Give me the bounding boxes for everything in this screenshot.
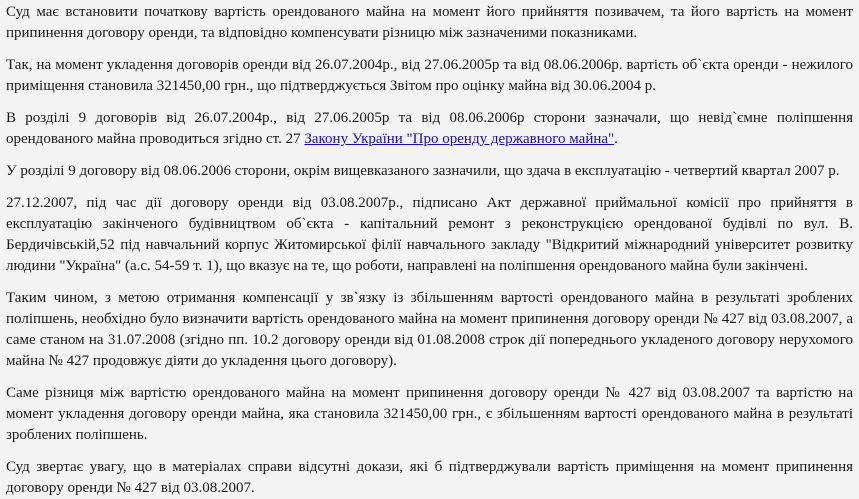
law-link[interactable]: Закону України "Про оренду державного майна" — [304, 131, 615, 147]
paragraph-7: Саме різниця між вартістю орендованого майна на момент припинення договору оренди № 427 від 03.08.2007 та вартістю на момент укладення договору оренди майна, яка становила 321450,00 грн., є збільшенням вартості орендованого майна в результаті зроблених поліпшень. — [6, 385, 853, 443]
paragraph-5: 27.12.2007, під час дії договору оренди від 03.08.2007р., підписано Акт державної приймальної комісії про прийняття в експлуатацію закінченого будівництвом об`єкта - капітальний ремонт з реконструкцією орендованої будівлі по вул. В. Бердичівській,52 під навчальний корпус Житомирської філії навчального закладу "Відкритий міжнародний університет розвитку людини "Україна" (а.с. 54-59 т. 1), що вказує на те, що роботи, направлені на поліпшення орендованого майна були закінчені. — [6, 195, 853, 274]
paragraph-2: Так, на момент укладення договорів оренди від 26.07.2004р., від 27.06.2005р та від 08.06.2006р. вартість об`єкта оренди - нежилого приміщення становила 321450,00 грн., що підтверджується Звітом про оцінку майна від 30.06.2004 р. — [6, 57, 853, 94]
paragraph-3-text: В розділі 9 договорів від 26.07.2004р., від 27.06.2005р та від 08.06.2006р сторони зазначали, що невід`ємне поліпшення орендованого майна проводиться згідно ст. 27 — [6, 110, 853, 147]
paragraph-3-end: . — [614, 131, 618, 147]
document-body — [6, 2, 853, 499]
paragraph-1: Суд має встановити початкову вартість орендованого майна на момент його прийняття позивачем, та його вартість на момент припинення договору оренди, та відповідно компенсувати різницю між зазначеними показниками. — [6, 4, 853, 41]
paragraph-8: Суд звертає увагу, що в матеріалах справи відсутні докази, які б підтверджували вартість приміщення на момент припинення договору оренди № 427 від 03.08.2007. — [6, 459, 853, 496]
paragraph-4: У розділі 9 договору від 08.06.2006 сторони, окрім вищевказаного зазначили, що здача в експлуатацію - четвертий квартал 2007 р. — [6, 163, 840, 179]
paragraph-6: Таким чином, з метою отримання компенсації у зв`язку із збільшенням вартості орендованого майна в результаті зроблених поліпшень, необхідно було визначити вартість орендованого майна на момент припинення договору оренди № 427 від 03.08.2007, а саме станом на 31.07.2008 (згідно пп. 10.2 договору оренди від 01.08.2008 строк дії попереднього укладеного договору нерухомого майна № 427 продовжує діяти до укладення цього договору). — [6, 290, 853, 369]
paragraph-3 — [6, 108, 853, 150]
